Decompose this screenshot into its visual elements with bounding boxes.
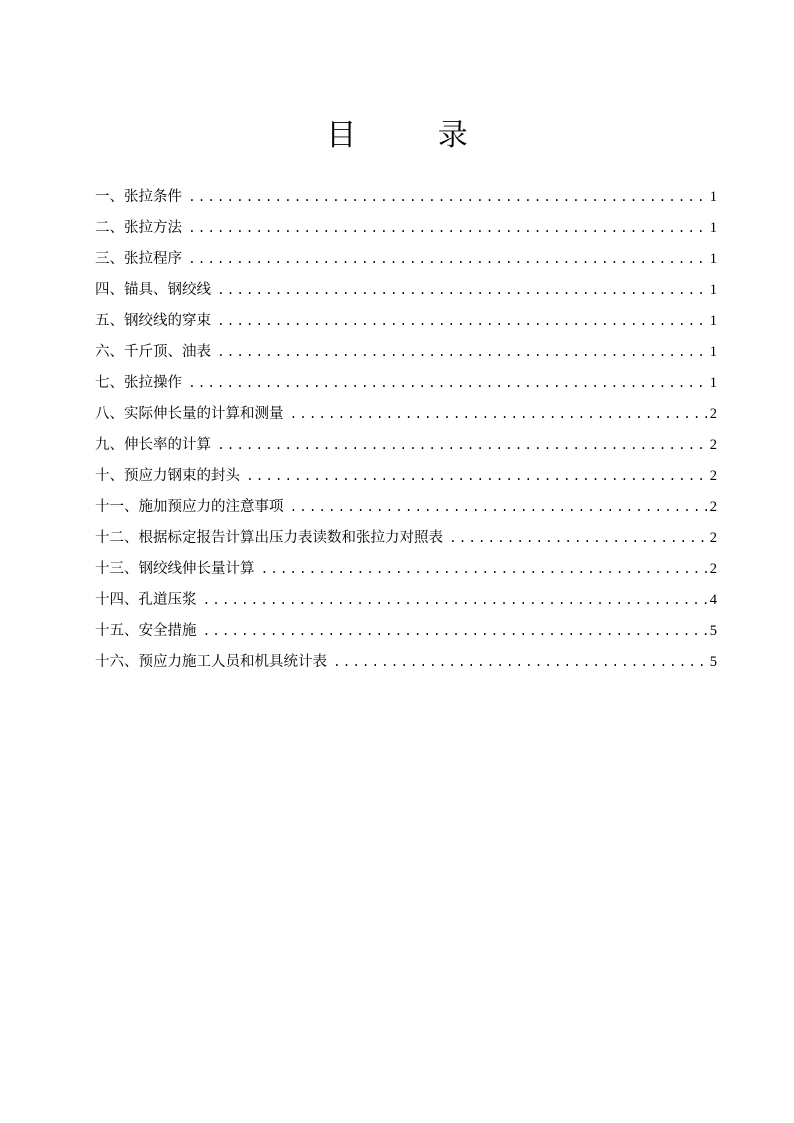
toc-entry-label: 十、预应力钢束的封头 <box>95 468 240 484</box>
toc-entry-13[interactable] <box>95 557 717 588</box>
dot-leader <box>188 186 708 210</box>
toc-entry-label: 四、锚具、钢绞线 <box>95 282 211 298</box>
toc-entry-page-number: 1 <box>709 251 717 267</box>
toc-entry-label: 六、千斤顶、油表 <box>95 344 211 360</box>
toc-entry-10[interactable] <box>95 464 717 495</box>
toc-entry-label: 十四、孔道压浆 <box>95 592 197 608</box>
toc-entry-6[interactable] <box>95 340 717 371</box>
toc-entry-label: 十五、安全措施 <box>95 623 197 639</box>
dot-leader <box>188 372 708 396</box>
table-of-contents <box>95 185 717 681</box>
toc-entry-14[interactable] <box>95 588 717 619</box>
toc-entry-label: 一、张拉条件 <box>95 189 182 205</box>
toc-entry-11[interactable] <box>95 495 717 526</box>
toc-entry-label: 二、张拉方法 <box>95 220 182 236</box>
toc-entry-page-number: 2 <box>709 530 717 546</box>
dot-leader <box>188 217 708 241</box>
toc-entry-page-number: 2 <box>709 468 717 484</box>
toc-entry-12[interactable] <box>95 526 717 557</box>
toc-entry-15[interactable] <box>95 619 717 650</box>
toc-entry-page-number: 1 <box>709 282 717 298</box>
toc-entry-label: 八、实际伸长量的计算和测量 <box>95 406 284 422</box>
dot-leader <box>217 341 708 365</box>
toc-entry-label: 九、伸长率的计算 <box>95 437 211 453</box>
toc-entry-label: 十三、钢绞线伸长量计算 <box>95 561 255 577</box>
dot-leader <box>217 279 708 303</box>
toc-entry-1[interactable] <box>95 185 717 216</box>
toc-entry-5[interactable] <box>95 309 717 340</box>
dot-leader <box>449 527 708 551</box>
toc-entry-2[interactable] <box>95 216 717 247</box>
toc-entry-9[interactable] <box>95 433 717 464</box>
page-title: 目 录 <box>326 118 504 153</box>
dot-leader <box>246 465 708 489</box>
toc-entry-label: 五、钢绞线的穿束 <box>95 313 211 329</box>
toc-entry-label: 三、张拉程序 <box>95 251 182 267</box>
dot-leader <box>290 496 708 520</box>
toc-entry-page-number: 5 <box>709 654 717 670</box>
toc-entry-3[interactable] <box>95 247 717 278</box>
dot-leader <box>261 558 708 582</box>
dot-leader <box>290 403 708 427</box>
toc-entry-page-number: 5 <box>709 623 717 639</box>
toc-entry-page-number: 1 <box>709 375 717 391</box>
toc-entry-page-number: 1 <box>709 344 717 360</box>
toc-entry-label: 七、张拉操作 <box>95 375 182 391</box>
toc-entry-page-number: 2 <box>709 437 717 453</box>
toc-entry-page-number: 2 <box>709 406 717 422</box>
toc-entry-page-number: 1 <box>709 313 717 329</box>
toc-entry-label: 十六、预应力施工人员和机具统计表 <box>95 654 327 670</box>
toc-entry-page-number: 1 <box>709 220 717 236</box>
toc-entry-page-number: 2 <box>709 499 717 515</box>
dot-leader <box>188 248 708 272</box>
dot-leader <box>333 651 708 675</box>
dot-leader <box>203 620 708 644</box>
toc-entry-page-number: 2 <box>709 561 717 577</box>
toc-entry-8[interactable] <box>95 402 717 433</box>
toc-entry-4[interactable] <box>95 278 717 309</box>
dot-leader <box>217 434 708 458</box>
toc-entry-16[interactable] <box>95 650 717 681</box>
toc-entry-page-number: 4 <box>709 592 717 608</box>
toc-entry-7[interactable] <box>95 371 717 402</box>
toc-entry-page-number: 1 <box>709 189 717 205</box>
toc-entry-label: 十一、施加预应力的注意事项 <box>95 499 284 515</box>
dot-leader <box>203 589 708 613</box>
dot-leader <box>217 310 708 334</box>
toc-entry-label: 十二、根据标定报告计算出压力表读数和张拉力对照表 <box>95 530 443 546</box>
